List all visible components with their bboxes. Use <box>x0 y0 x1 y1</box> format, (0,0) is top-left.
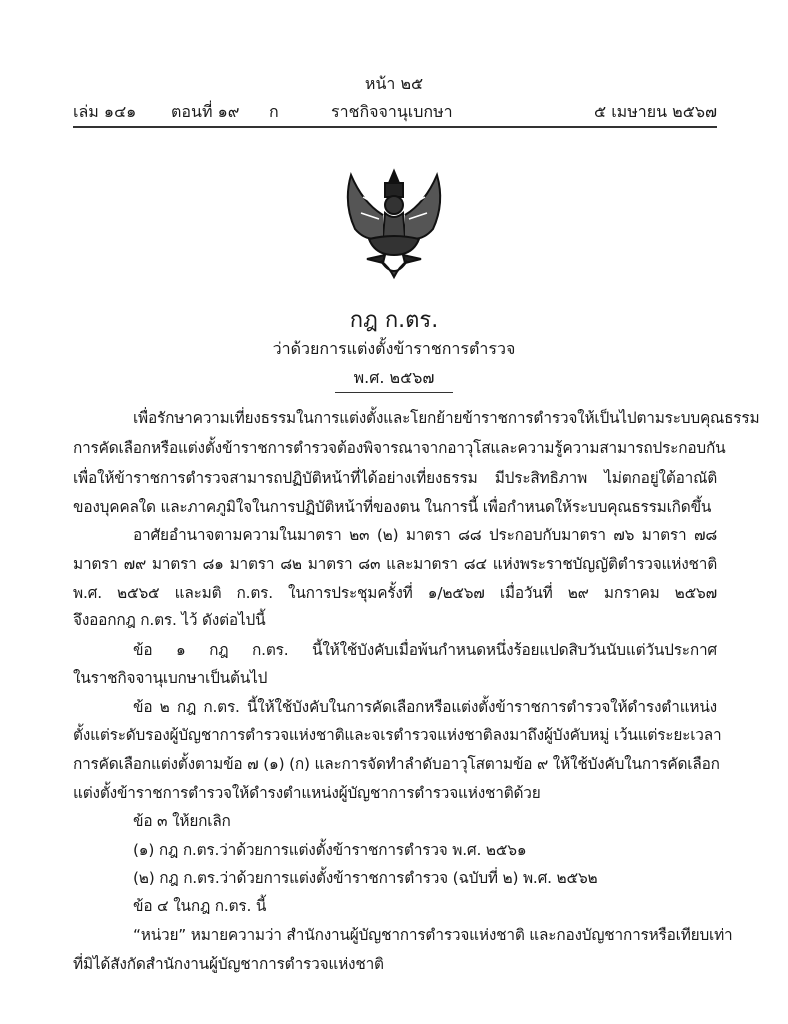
header-divider <box>73 126 717 128</box>
body-line: ตั้งแต่ระดับรองผู้บัญชาการตำรวจแห่งชาติและจเรตำรวจแห่งชาติลงมาถึงผู้บังคับหมู่ เว้นแต่ระยะเวลา <box>73 726 722 744</box>
body-line: อาศัยอำนาจตามความในมาตรา ๒๓ (๒) มาตรา ๘๘ ประกอบกับมาตรา ๗๖ มาตรา ๗๘ <box>133 526 717 544</box>
body-line: ในราชกิจจานุเบกษาเป็นต้นไป <box>73 669 268 687</box>
document-title: กฎ ก.ตร. <box>349 308 439 333</box>
body-line: เพื่อให้ข้าราชการตำรวจสามารถปฏิบัติหน้าที่ได้อย่างเที่ยงธรรม มีประสิทธิภาพ ไม่ตกอยู่ใต้อาณัติ <box>73 469 717 487</box>
repealed-item-2: (๒) กฎ ก.ตร.ว่าด้วยการแต่งตั้งข้าราชการตำรวจ (ฉบับที่ ๒) พ.ศ. ๒๕๖๒ <box>133 869 598 887</box>
gazette-header <box>73 100 717 124</box>
body-line: แต่งตั้งข้าราชการตำรวจให้ดำรงตำแหน่งผู้บัญชาการตำรวจแห่งชาติด้วย <box>73 784 541 802</box>
publish-date: ๕ เมษายน ๒๕๖๗ <box>594 102 717 121</box>
clause-4: ข้อ ๔ ในกฎ ก.ตร. นี้ <box>133 897 267 915</box>
definition-unit: “หน่วย” หมายความว่า สำนักงานผู้บัญชาการตำรวจแห่งชาติ และกองบัญชาการหรือเทียบเท่า <box>133 926 733 944</box>
body-line: จึงออกกฎ ก.ตร. ไว้ ดังต่อไปนี้ <box>73 611 266 629</box>
gazette-name: ราชกิจจานุเบกษา <box>331 102 453 121</box>
body-line: การคัดเลือกหรือแต่งตั้งข้าราชการตำรวจต้องพิจารณาจากอาวุโสและความรู้ความสามารถประกอบกัน <box>73 439 726 457</box>
repealed-item-1: (๑) กฎ ก.ตร.ว่าด้วยการแต่งตั้งข้าราชการตำรวจ พ.ศ. ๒๕๖๑ <box>133 841 527 859</box>
body-line: ของบุคคลใด และภาคภูมิใจในการปฏิบัติหน้าที่ของตน ในการนี้ เพื่อกำหนดให้ระบบคุณธรรมเกิดขึ้น <box>73 498 712 516</box>
body-line: พ.ศ. ๒๕๖๕ และมติ ก.ตร. ในการประชุมครั้งที่ ๑/๒๕๖๗ เมื่อวันที่ ๒๙ มกราคม ๒๕๖๗ <box>73 584 717 602</box>
body-line: การคัดเลือกแต่งตั้งตามข้อ ๗ (๑) (ก) และการจัดทำลำดับอาวุโสตามข้อ ๙ ให้ใช้บังคับในการคัดเลือก <box>73 755 720 773</box>
section-label: ตอนที่ ๑๙ <box>171 102 240 121</box>
document-subject: ว่าด้วยการแต่งตั้งข้าราชการตำรวจ <box>272 339 516 358</box>
section-letter: ก <box>269 102 279 121</box>
clause-1: ข้อ ๑ กฎ ก.ตร. นี้ให้ใช้บังคับเมื่อพ้นกำหนดหนึ่งร้อยแปดสิบวันนับแต่วันประกาศ <box>133 641 717 659</box>
page-number: หน้า ๒๕ <box>364 74 424 93</box>
document-year: พ.ศ. ๒๕๖๗ <box>353 368 435 387</box>
body-line: ที่มิได้สังกัดสำนักงานผู้บัญชาการตำรวจแห่งชาติ <box>73 955 384 973</box>
clause-2: ข้อ ๒ กฎ ก.ตร. นี้ให้ใช้บังคับในการคัดเลือกหรือแต่งตั้งข้าราชการตำรวจให้ดำรงตำแหน่ง <box>133 698 717 716</box>
body-line: เพื่อรักษาความเที่ยงธรรมในการแต่งตั้งและโยกย้ายข้าราชการตำรวจให้เป็นไปตามระบบคุณธรรม <box>133 409 760 427</box>
title-divider <box>335 392 453 393</box>
clause-3: ข้อ ๓ ให้ยกเลิก <box>133 812 231 830</box>
body-line: มาตรา ๗๙ มาตรา ๘๑ มาตรา ๘๒ มาตรา ๘๓ และมาตรา ๘๔ แห่งพระราชบัญญัติตำรวจแห่งชาติ <box>73 555 717 573</box>
garuda-emblem-icon <box>333 163 455 285</box>
volume-label: เล่ม ๑๔๑ <box>73 102 137 121</box>
